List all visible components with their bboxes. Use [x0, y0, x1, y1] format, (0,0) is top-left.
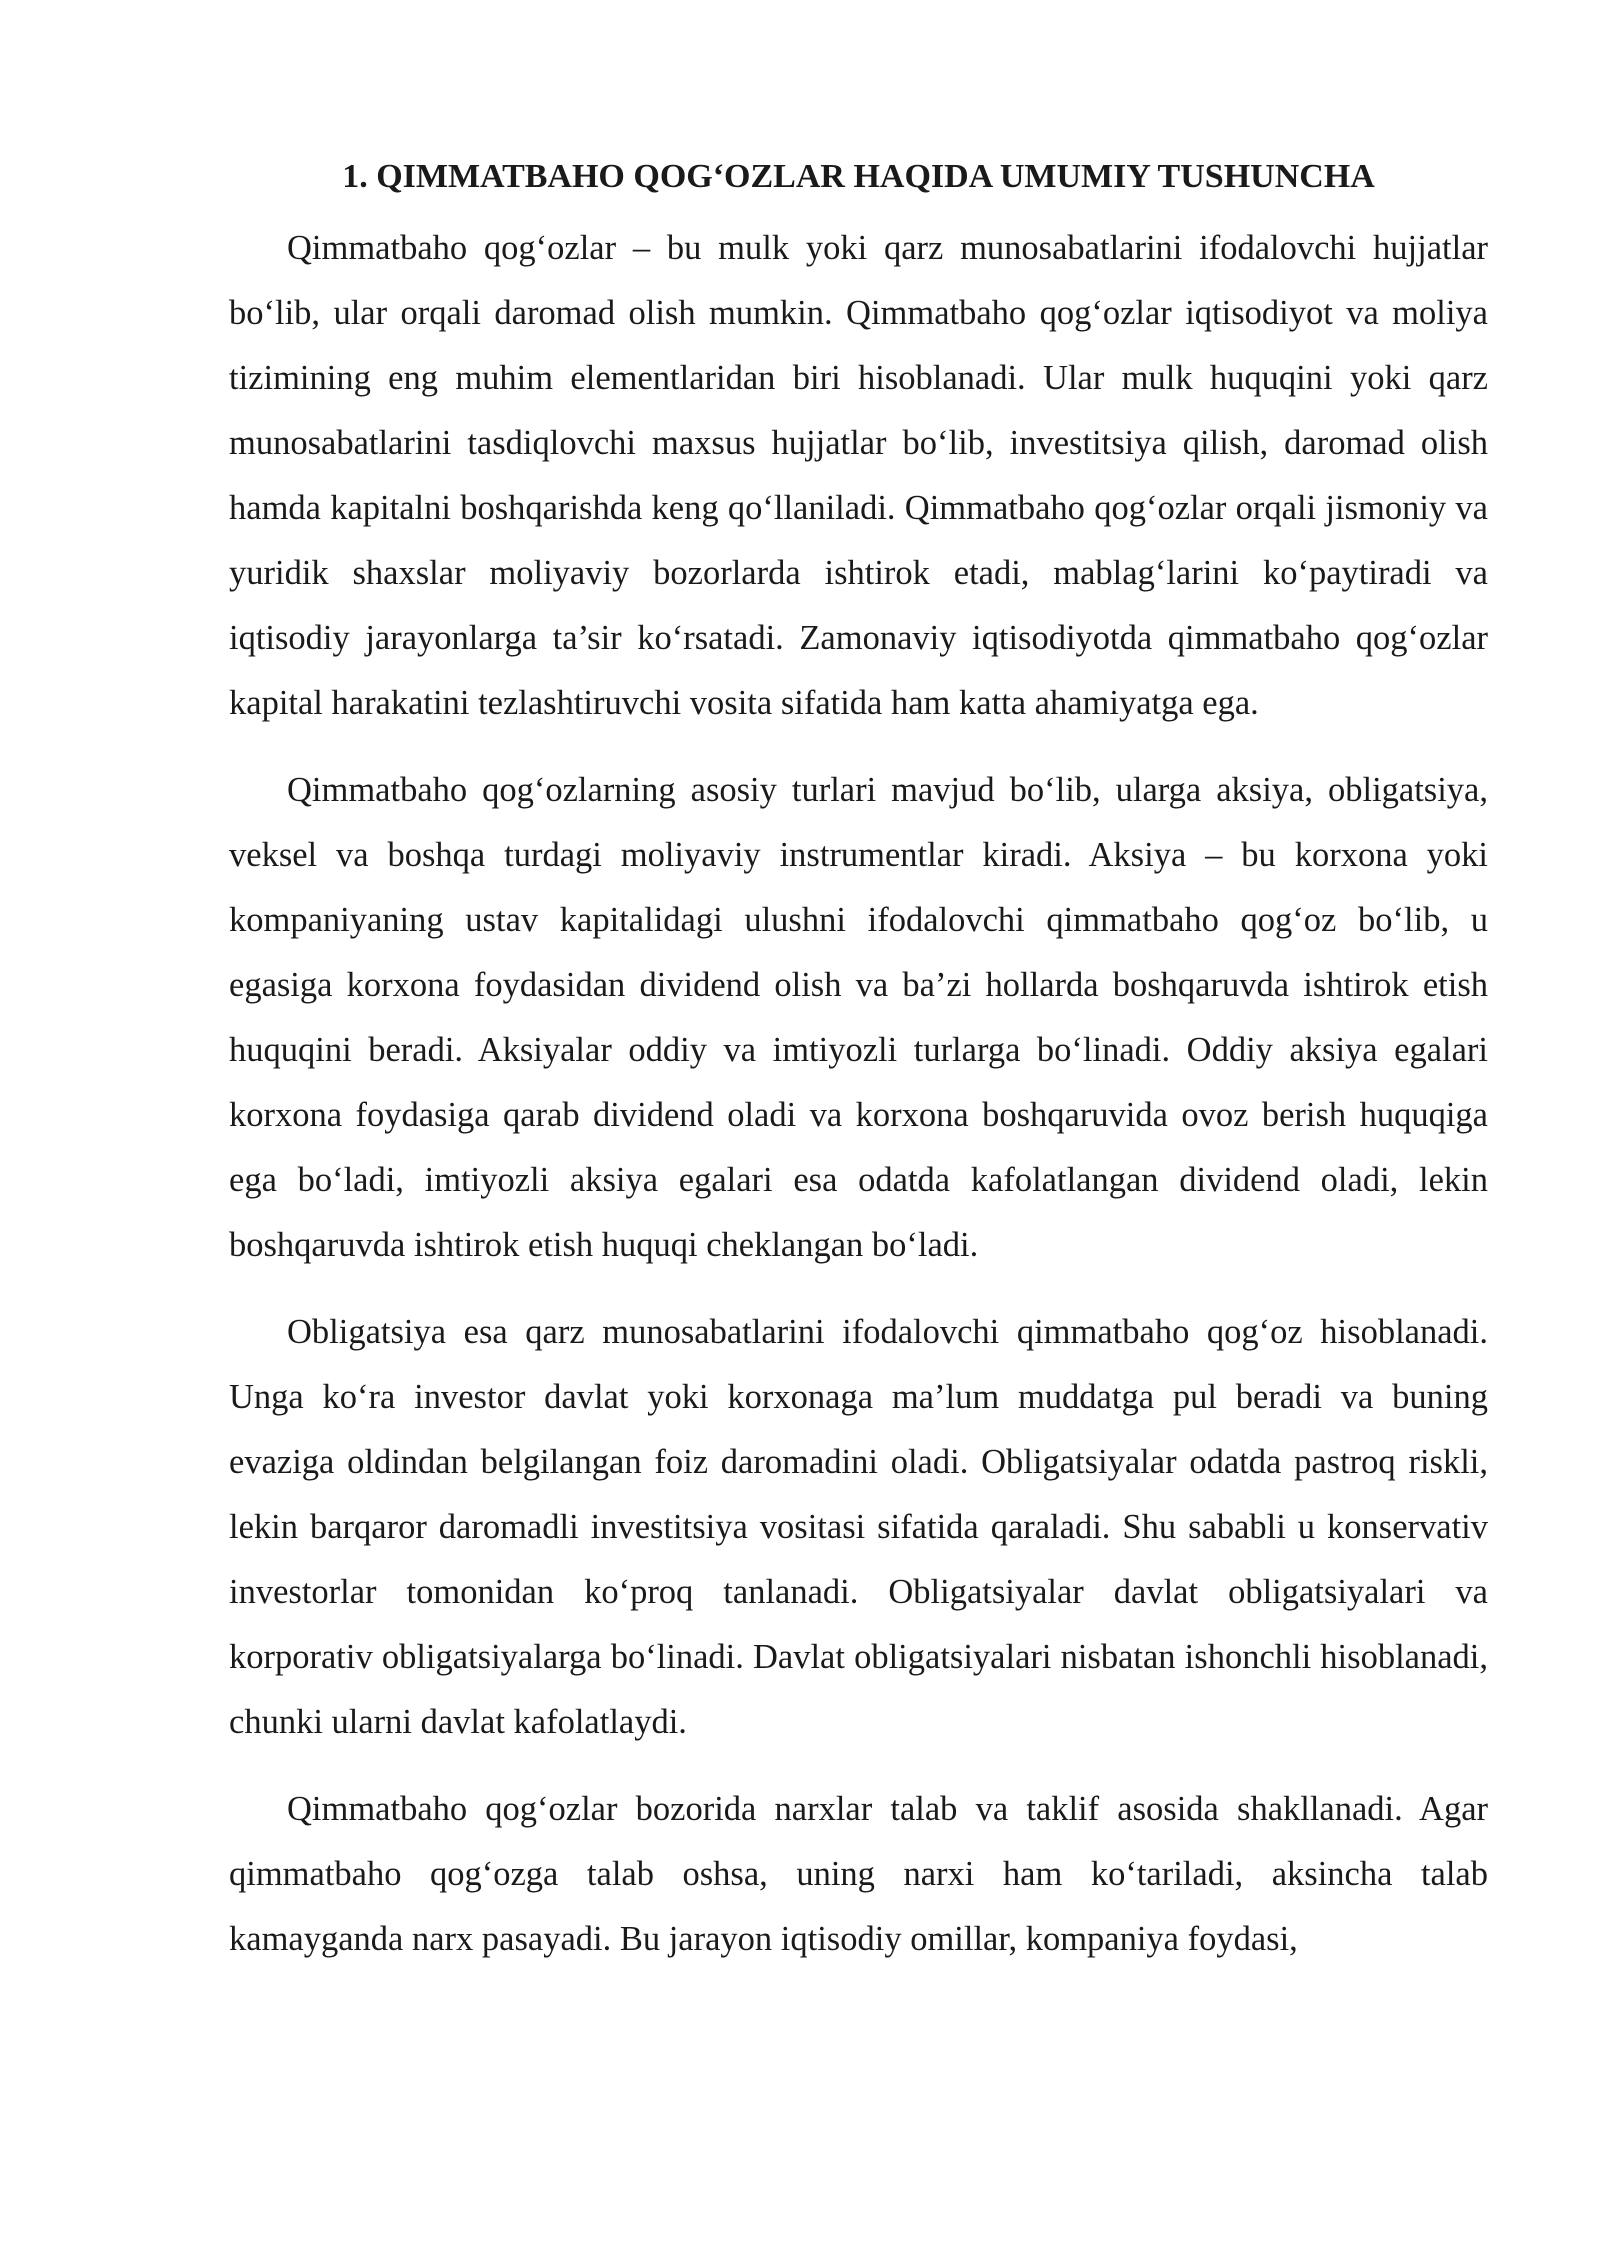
- paragraph-2: Qimmatbaho qog‘ozlarning asosiy turlari mavjud bo‘lib, ularga aksiya, obligatsiya, veksel va boshqa turdagi moliyaviy instrumentlar kiradi. Aksiya – bu korxona yoki kompaniyaning ustav kapitalidagi ulushni ifodalovchi qimmatbaho qog‘oz bo‘lib, u egasiga korxona foydasidan dividend olish va ba’zi hollarda boshqaruvda ishtirok etish huquqini beradi. Aksiyalar oddiy va imtiyozli turlarga bo‘linadi. Oddiy aksiya egalari korxona foydasiga qarab dividend oladi va korxona boshqaruvida ovoz berish huquqiga ega bo‘ladi, imtiyozli aksiya egalari esa odatda kafolatlangan dividend oladi, lekin boshqaruvda ishtirok etish huquqi cheklangan bo‘ladi.: [229, 771, 1488, 1264]
- paragraph-3: Obligatsiya esa qarz munosabatlarini ifodalovchi qimmatbaho qog‘oz hisoblanadi. Unga ko‘ra investor davlat yoki korxonaga ma’lum muddatga pul beradi va buning evaziga oldindan belgilangan foiz daromadini oladi. Obligatsiyalar odatda pastroq riskli, lekin barqaror daromadli investitsiya vositasi sifatida qaraladi. Shu sababli u konservativ investorlar tomonidan ko‘proq tanlanadi. Obligatsiyalar davlat obligatsiyalari va korporativ obligatsiyalarga bo‘linadi. Davlat obligatsiyalari nisbatan ishonchli hisoblanadi, chunki ularni davlat kafolatlaydi.: [229, 1313, 1488, 1741]
- paragraph-4: Qimmatbaho qog‘ozlar bozorida narxlar talab va taklif asosida shakllanadi. Agar qimmatbaho qog‘ozga talab oshsa, uning narxi ham ko‘tariladi, aksincha talab kamayganda narx pasayadi. Bu jarayon iqtisodiy omillar, kompaniya foydasi,: [229, 1790, 1488, 1958]
- document-body: [229, 148, 1488, 1994]
- section-heading: 1. QIMMATBAHO QOG‘OZLAR HAQIDA UMUMIY TUSHUNCHA: [342, 158, 1375, 195]
- paragraph-1: Qimmatbaho qog‘ozlar – bu mulk yoki qarz munosabatlarini ifodalovchi hujjatlar bo‘lib, ular orqali daromad olish mumkin. Qimmatbaho qog‘ozlar iqtisodiyot va moliya tizimining eng muhim elementlaridan biri hisoblanadi. Ular mulk huquqini yoki qarz munosabatlarini tasdiqlovchi maxsus hujjatlar bo‘lib, investitsiya qilish, daromad olish hamda kapitalni boshqarishda keng qo‘llaniladi. Qimmatbaho qog‘ozlar orqali jismoniy va yuridik shaxslar moliyaviy bozorlarda ishtirok etadi, mablag‘larini ko‘paytiradi va iqtisodiy jarayonlarga ta’sir ko‘rsatadi. Zamonaviy iqtisodiyotda qimmatbaho qog‘ozlar kapital harakatini tezlashtiruvchi vosita sifatida ham katta ahamiyatga ega.: [229, 229, 1488, 722]
